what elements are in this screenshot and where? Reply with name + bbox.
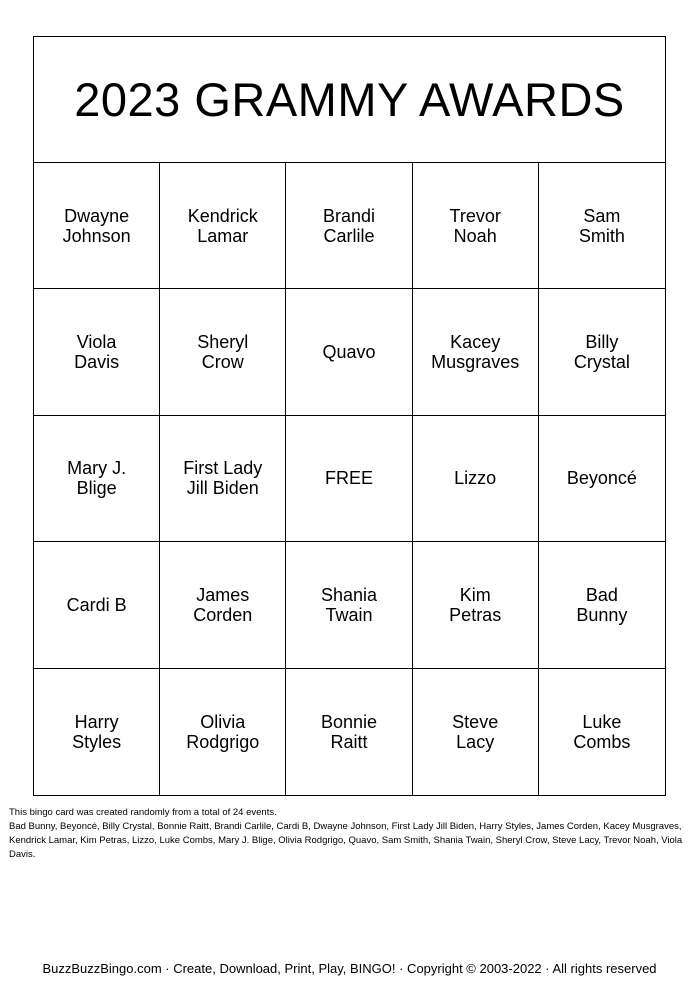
- footer: BuzzBuzzBingo.com · Create, Download, Print, Play, BINGO! · Copyright © 2003-2022 · All rights reserved: [42, 961, 657, 976]
- bingo-cell: Bonnie Raitt: [286, 669, 412, 795]
- bingo-cell: Cardi B: [34, 542, 160, 668]
- bingo-cell: Kim Petras: [413, 542, 539, 668]
- card-title: 2023 GRAMMY AWARDS: [74, 73, 625, 126]
- bingo-cell: Luke Combs: [573, 711, 631, 752]
- bingo-cell: Olivia Rodgrigo: [160, 669, 286, 795]
- bingo-cell: James Corden: [160, 542, 286, 668]
- bingo-cell: Bad Bunny: [539, 542, 665, 668]
- bingo-cell: Quavo: [286, 289, 412, 415]
- card-note: [9, 806, 691, 862]
- bingo-cell: Brandi Carlile: [286, 163, 412, 289]
- bingo-grid: [34, 163, 665, 795]
- bingo-cell: Sam Smith: [539, 163, 665, 289]
- bingo-cell: Mary J. Blige: [34, 416, 160, 542]
- bingo-cell: Dwayne Johnson: [34, 163, 160, 289]
- bingo-cell: Steve Lacy: [413, 669, 539, 795]
- free-cell: FREE: [286, 416, 412, 542]
- bingo-cell: Harry Styles: [34, 669, 160, 795]
- bingo-cell: Sheryl Crow: [160, 289, 286, 415]
- bingo-cell: Kacey Musgraves: [413, 289, 539, 415]
- bingo-cell: Shania Twain: [286, 542, 412, 668]
- bingo-cell: Trevor Noah: [413, 163, 539, 289]
- bingo-cell: Billy Crystal: [539, 289, 665, 415]
- note-events: Bad Bunny, Beyoncé, Billy Crystal, Bonnie Raitt, Brandi Carlile, Cardi B, Dwayne Johnson, First Lady Jill Biden, Harry Styles, James Corden, Kacey Musgraves, Kendrick Lamar, Kim Petras, Lizzo, Luke Combs, Mary J. Blige, Olivia Rodgrigo, Quavo, Sam Smith, Shania Twain, Sheryl Crow, Steve Lacy, Trevor Noah, Viola Davis.: [9, 821, 683, 860]
- bingo-cell: Viola Davis: [34, 289, 160, 415]
- note-intro: This bingo card was created randomly from a total of 24 events.: [9, 807, 277, 818]
- bingo-cell: Lizzo: [413, 416, 539, 542]
- bingo-card: [33, 36, 666, 796]
- bingo-cell: Kendrick Lamar: [160, 163, 286, 289]
- bingo-cell: First Lady Jill Biden: [160, 416, 286, 542]
- bingo-cell: Beyoncé: [539, 416, 665, 542]
- title-row: [34, 37, 665, 163]
